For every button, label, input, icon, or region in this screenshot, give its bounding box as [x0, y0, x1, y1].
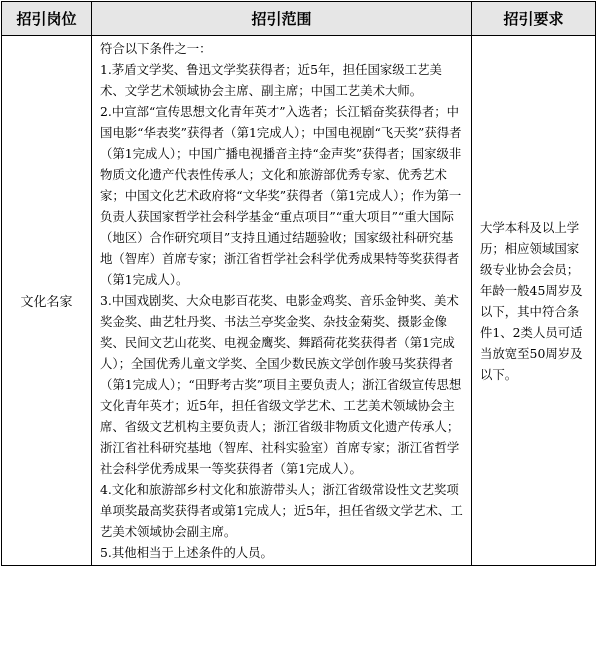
header-position: 招引岗位 — [2, 2, 92, 36]
scope-intro: 符合以下条件之一： — [100, 41, 212, 56]
scope-item-5: 5.其他相当于上述条件的人员。 — [100, 545, 273, 560]
header-scope: 招引范围 — [92, 2, 472, 36]
position-cell: 文化名家 — [2, 36, 92, 566]
scope-cell — [92, 36, 472, 566]
recruitment-table — [1, 1, 596, 566]
requirement-cell: 大学本科及以上学历；相应领域国家级专业协会会员；年龄一般45周岁及以下，其中符合条件1、2类人员可适当放宽至50周岁及以下。 — [472, 36, 596, 566]
scope-item-2: 2.中宣部“宣传思想文化青年英才”入选者；长江韬奋奖获得者；中国电影“华表奖”获得者（第1完成人）；中国电视剧“飞天奖”获得者（第1完成人）；中国广播电视播音主持“金声奖”获得者；国家级非物质文化遗产代表性传承人；文化和旅游部优秀专家、优秀艺术家；中国文化艺术政府将“文华奖”获得者（第1完成人）；作为第一负责人获国家哲学社会科学基金“重点项目”“重大项目”“重大国际（地区）合作研究项目”支持且通过结题验收；国家级社科研究基地（智库）首席专家；浙江省哲学社会科学优秀成果特等奖获得者（第1完成人）。 — [100, 104, 462, 287]
header-requirement: 招引要求 — [472, 2, 596, 36]
scope-item-3: 3.中国戏剧奖、大众电影百花奖、电影金鸡奖、音乐金钟奖、美术奖金奖、曲艺牡丹奖、书法兰亭奖金奖、杂技金菊奖、摄影金像奖、民间文艺山花奖、电视金鹰奖、舞蹈荷花奖获得者（第1完成人）；全国优秀儿童文学奖、全国少数民族文学创作骏马奖获得者（第1完成人）；“田野考古奖”项目主要负责人；浙江省级宣传思想文化青年英才；近5年，担任省级文学艺术、工艺美术领域协会主席、省级文艺机构主要负责人；浙江省级非物质文化遗产传承人；浙江省社科研究基地（智库、社科实验室）首席专家；浙江省哲学社会科学优秀成果一等奖获得者（第1完成人）。 — [100, 293, 462, 476]
scope-item-1: 1.茅盾文学奖、鲁迅文学奖获得者；近5年，担任国家级工艺美术、文学艺术领域协会主席、副主席；中国工艺美术大师。 — [100, 62, 442, 98]
table-row — [2, 36, 596, 566]
header-row — [2, 2, 596, 36]
scope-item-4: 4.文化和旅游部乡村文化和旅游带头人；浙江省级常设性文艺奖项单项奖最高奖获得者或第1完成人；近5年，担任省级文学艺术、工艺美术领域协会副主席。 — [100, 482, 463, 539]
